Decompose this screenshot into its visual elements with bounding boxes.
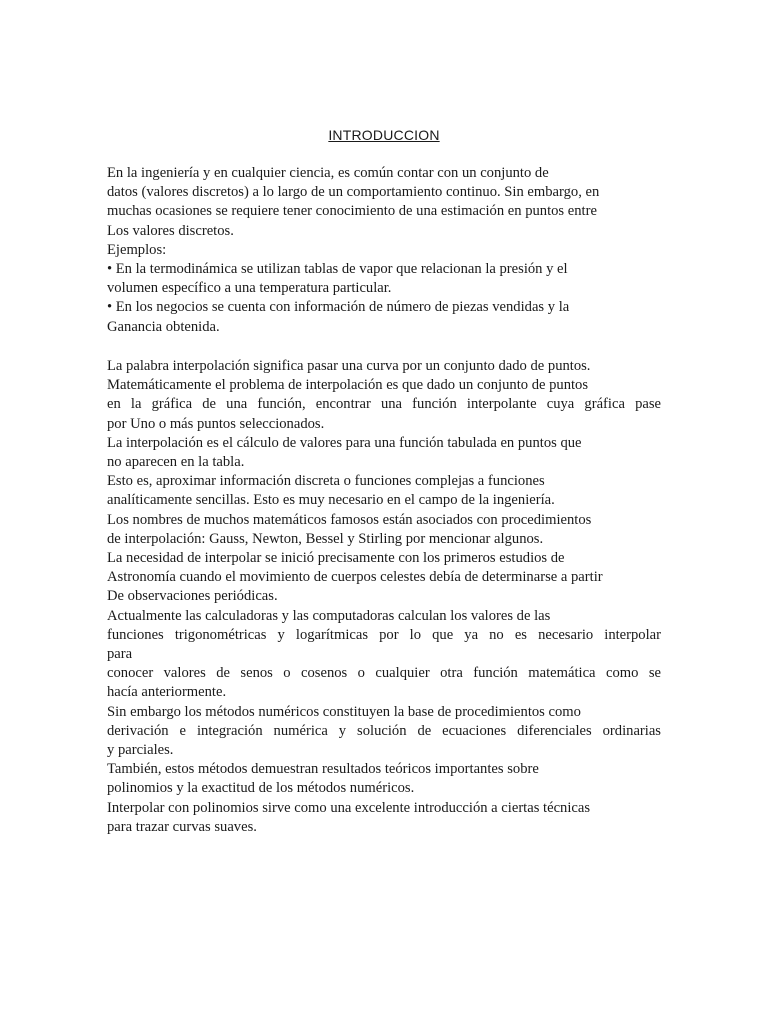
text-line: analíticamente sencillas. Esto es muy necesario en el campo de la ingeniería. <box>107 492 555 509</box>
text-line: De observaciones periódicas. <box>107 588 278 605</box>
text-line: y parciales. <box>107 742 174 759</box>
bullet-line: • En la termodinámica se utilizan tablas de vapor que relacionan la presión y el <box>107 261 568 278</box>
text-line: polinomios y la exactitud de los métodos numéricos. <box>107 780 415 797</box>
text-line: Esto es, aproximar información discreta o funciones complejas a funciones <box>107 473 545 490</box>
text-line: de interpolación: Gauss, Newton, Bessel y Stirling por mencionar algunos. <box>107 530 544 547</box>
text-line: para trazar curvas suaves. <box>107 818 257 835</box>
text-line: La palabra interpolación significa pasar una curva por un conjunto dado de puntos. <box>107 358 591 374</box>
text-line: por Uno o más puntos seleccionados. <box>107 415 325 432</box>
document-title: INTRODUCCION <box>328 127 440 143</box>
text-line: datos (valores discretos) a lo largo de un comportamiento continuo. Sin embargo, en <box>107 184 600 201</box>
text-line: Ganancia obtenida. <box>107 318 220 335</box>
text-line: Ejemplos: <box>107 241 167 258</box>
text-line: Los valores discretos. <box>107 222 234 239</box>
text-line: En la ingeniería y en cualquier ciencia, es común contar con un conjunto de <box>107 165 549 181</box>
text-line: Sin embargo los métodos numéricos constituyen la base de procedimientos como <box>107 703 581 720</box>
bullet-line: • En los negocios se cuenta con información de número de piezas vendidas y la <box>107 299 570 316</box>
text-line: Matemáticamente el problema de interpolación es que dado un conjunto de puntos <box>107 377 589 394</box>
text-line: muchas ocasiones se requiere tener conocimiento de una estimación en puntos entre <box>107 203 597 220</box>
text-line: no aparecen en la tabla. <box>107 454 245 471</box>
text-line: funciones trigonométricas y logarítmicas por lo que ya no es necesario interpolar <box>107 626 661 643</box>
text-line: para <box>107 646 133 663</box>
interpolation-paragraph-block <box>107 357 661 837</box>
text-line: en la gráfica de una función, encontrar una función interpolante cuya gráfica pase <box>107 396 661 413</box>
text-line: conocer valores de senos o cosenos o cualquier otra función matemática como se <box>107 665 661 682</box>
text-line: Actualmente las calculadoras y las computadoras calculan los valores de las <box>107 607 551 624</box>
text-line: Interpolar con polinomios sirve como una excelente introducción a ciertas técnicas <box>107 799 591 816</box>
text-line: volumen específico a una temperatura particular. <box>107 280 392 297</box>
text-line: Los nombres de muchos matemáticos famosos están asociados con procedimientos <box>107 511 592 528</box>
text-line: hacía anteriormente. <box>107 684 227 701</box>
text-line: La necesidad de interpolar se inició precisamente con los primeros estudios de <box>107 550 565 567</box>
text-line: La interpolación es el cálculo de valores para una función tabulada en puntos que <box>107 434 582 451</box>
intro-paragraph-block <box>107 164 661 337</box>
text-line: derivación e integración numérica y solución de ecuaciones diferenciales ordinarias <box>107 722 661 739</box>
text-line: También, estos métodos demuestran resultados teóricos importantes sobre <box>107 761 539 778</box>
text-line: Astronomía cuando el movimiento de cuerpos celestes debía de determinarse a partir <box>107 569 603 586</box>
